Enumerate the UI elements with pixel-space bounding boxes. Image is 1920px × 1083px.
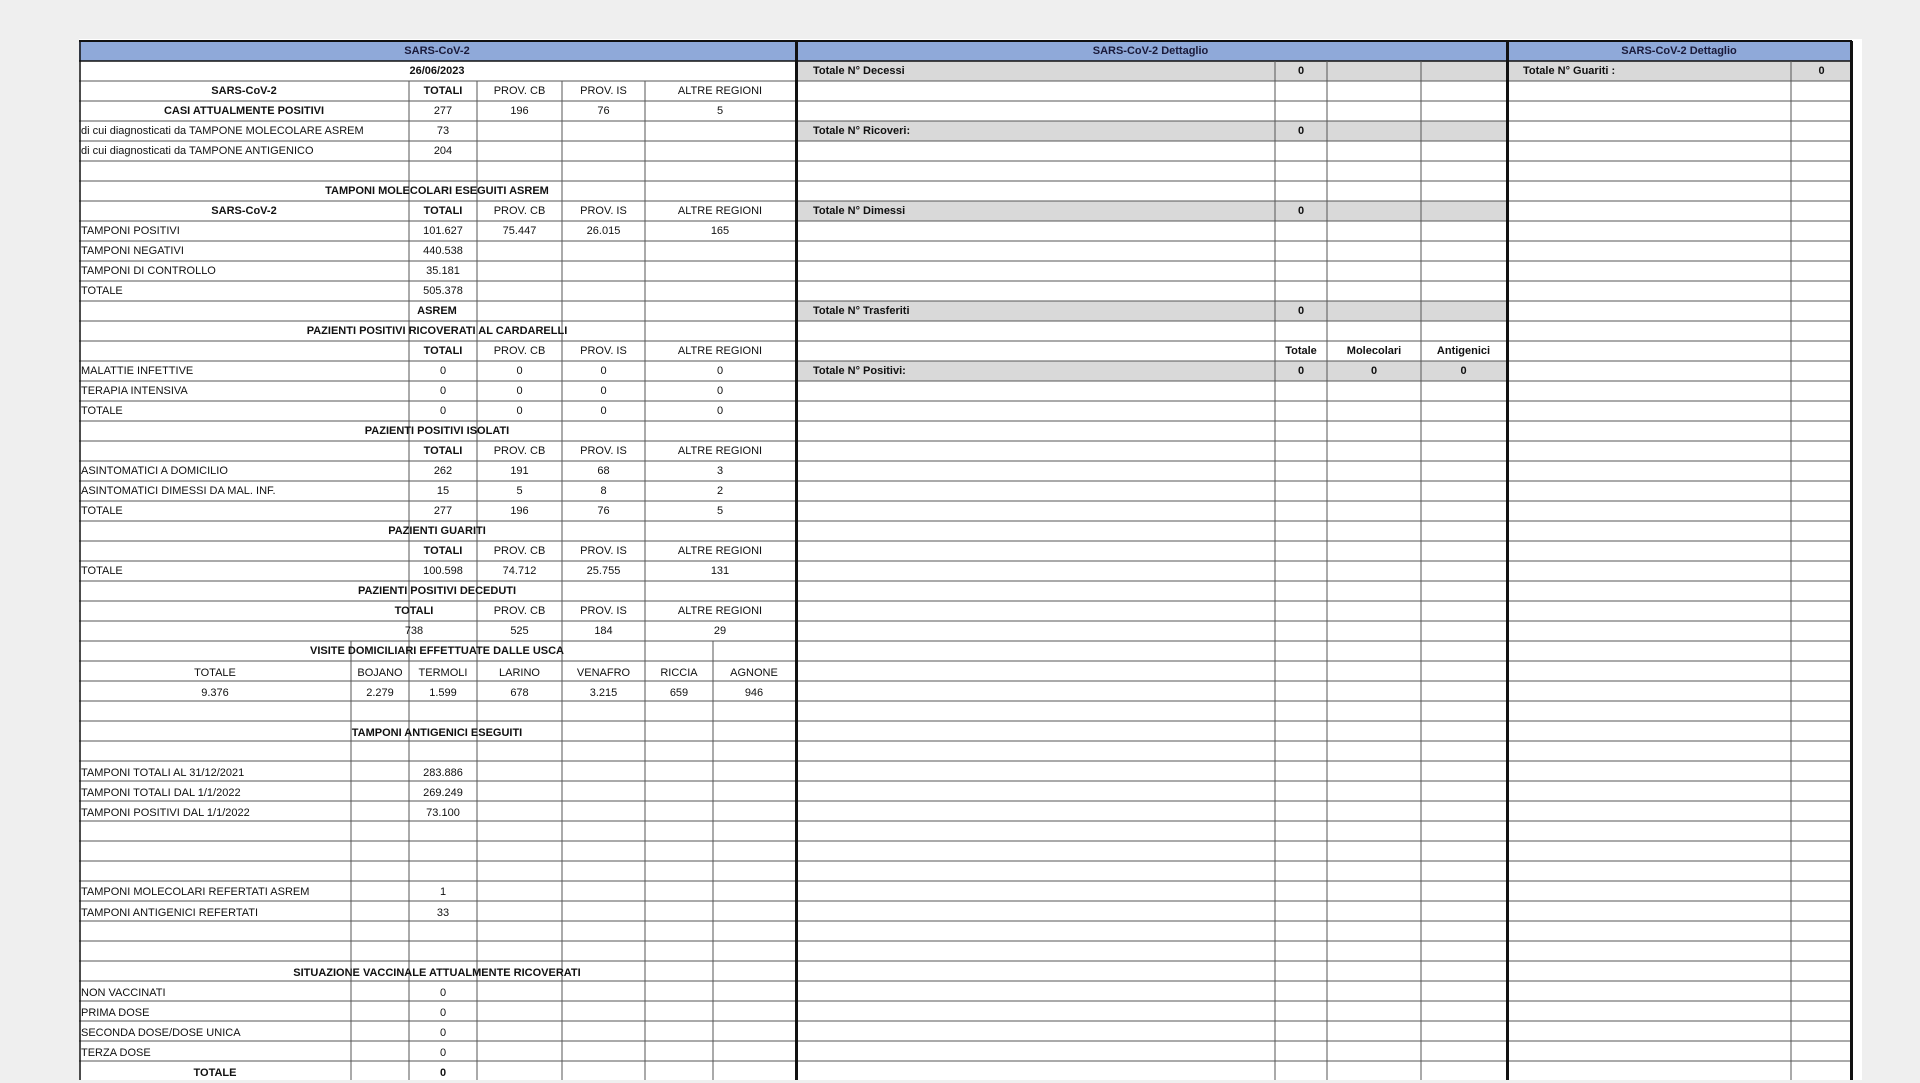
dimessi-value: 0 (1297, 205, 1305, 217)
right-header: SARS-CoV-2 Dettaglio (1621, 45, 1737, 57)
section-title: PAZIENTI POSITIVI RICOVERATI AL CARDARELLI (306, 325, 568, 337)
section-title: PAZIENTI GUARITI (388, 525, 486, 537)
row-label: MALATTIE INFETTIVE (81, 365, 194, 377)
section-title: SARS-CoV-2 (211, 85, 277, 97)
cell-value: 277 (433, 505, 453, 517)
cell-value: 76 (597, 505, 610, 517)
cell-value: 33 (436, 907, 450, 919)
cell-value: 0 (439, 405, 447, 417)
asrem-label: ASREM (417, 305, 457, 317)
dimessi-label: Totale N° Dimessi (813, 205, 906, 217)
col-header: TOTALI (423, 345, 463, 357)
col-header: PROV. CB (493, 445, 546, 457)
row-label: TAMPONI DI CONTROLLO (81, 265, 216, 277)
decessi-label: Totale N° Decessi (813, 65, 905, 77)
cell-value: 184 (594, 625, 613, 637)
block-divider (795, 41, 798, 1080)
cell-value: 262 (433, 465, 453, 477)
cell-value: 269.249 (423, 787, 463, 799)
cell-value: 678 (510, 687, 529, 699)
guariti-value: 0 (1818, 65, 1825, 77)
cell-value: 0 (600, 385, 607, 397)
cell-value: 0 (516, 405, 523, 417)
positivi-value: 0 (1370, 365, 1378, 377)
cell-value: 0 (716, 365, 724, 377)
cell-value: 525 (510, 625, 529, 637)
col-header: AGNONE (730, 667, 778, 679)
cell-value: 0 (439, 1047, 447, 1059)
cell-value: 0 (600, 365, 607, 377)
cell-value: 0 (439, 365, 447, 377)
cell-value: 440.538 (423, 245, 463, 257)
col-header: TOTALE (194, 667, 236, 679)
cell-value: 8 (600, 485, 607, 497)
cell-value: 0 (716, 405, 724, 417)
row-label: TERAPIA INTENSIVA (81, 385, 188, 397)
col-header: TOTALI (423, 205, 463, 217)
row-label: di cui diagnosticati da TAMPONE ANTIGENICO (81, 145, 314, 157)
cell-value: 0 (600, 405, 607, 417)
cell-value: 2.279 (366, 687, 394, 699)
trasferiti-value: 0 (1297, 305, 1305, 317)
cell-value: 5 (516, 485, 523, 497)
row-label: NON VACCINATI (81, 987, 166, 999)
block-divider (1850, 41, 1853, 1080)
cell-value: 73 (436, 125, 450, 137)
row-label: PRIMA DOSE (81, 1007, 150, 1019)
cell-value: 35.181 (426, 265, 460, 277)
report-date: 26/06/2023 (409, 65, 465, 77)
col-header: PROV. IS (580, 345, 627, 357)
col-header: RICCIA (660, 667, 698, 679)
col-header: TOTALI (394, 605, 434, 617)
section-title: PAZIENTI POSITIVI DECEDUTI (357, 585, 517, 597)
middle-header: SARS-CoV-2 Dettaglio (1092, 45, 1209, 57)
cell-value: 505.378 (423, 285, 463, 297)
cell-value: 277 (433, 105, 453, 117)
guariti-label: Totale N° Guariti : (1523, 65, 1616, 77)
cell-value: 0 (439, 1007, 447, 1019)
decessi-value: 0 (1297, 65, 1305, 77)
col-header: PROV. CB (493, 605, 546, 617)
col-header: PROV. CB (493, 345, 546, 357)
row-label: TERZA DOSE (81, 1047, 151, 1059)
col-header: ALTRE REGIONI (677, 205, 763, 217)
row-label: TAMPONI MOLECOLARI REFERTATI ASREM (81, 886, 310, 898)
row-label: TOTALE (81, 505, 123, 517)
col-header: Molecolari (1346, 345, 1402, 357)
section-title: PAZIENTI POSITIVI ISOLATI (364, 425, 510, 437)
cell-value: 3.215 (589, 687, 618, 699)
cell-value: 0 (516, 385, 523, 397)
col-header: ALTRE REGIONI (677, 445, 763, 457)
cell-value: 26.015 (586, 225, 621, 237)
col-header: VENAFRO (576, 667, 631, 679)
row-label: SECONDA DOSE/DOSE UNICA (81, 1027, 241, 1039)
col-header: Totale (1285, 345, 1317, 357)
section-title: TAMPONI ANTIGENICI ESEGUITI (351, 727, 523, 739)
col-header: TOTALI (423, 85, 463, 97)
cell-value: 204 (433, 145, 453, 157)
row-label: TOTALE (81, 285, 123, 297)
cell-value: 9.376 (201, 687, 229, 699)
cell-value: 5 (716, 505, 724, 517)
section-title: VISITE DOMICILIARI EFFETTUATE DALLE USCA (309, 645, 564, 657)
row-label: TOTALE (193, 1067, 237, 1079)
cell-value: 196 (510, 105, 529, 117)
spreadsheet-page (79, 39, 1862, 1080)
ricoveri-label: Totale N° Ricoveri: (813, 125, 911, 137)
cell-value: 283.886 (423, 767, 463, 779)
cell-value: 131 (710, 565, 730, 577)
section-title: SITUAZIONE VACCINALE ATTUALMENTE RICOVERATI (293, 967, 581, 979)
col-header: PROV. IS (580, 85, 627, 97)
cell-value: 0 (516, 365, 523, 377)
col-header: PROV. CB (493, 85, 546, 97)
cell-value: 75.447 (502, 225, 537, 237)
row-label: TOTALE (81, 565, 123, 577)
col-header: ALTRE REGIONI (677, 85, 763, 97)
cell-value: 946 (744, 687, 764, 699)
cell-value: 3 (716, 465, 724, 477)
cell-value: 100.598 (423, 565, 463, 577)
row-label: TOTALE (81, 405, 123, 417)
row-label: TAMPONI TOTALI DAL 1/1/2022 (81, 787, 241, 799)
col-header: LARINO (499, 667, 540, 679)
cell-value: 5 (716, 105, 724, 117)
col-header: BOJANO (357, 667, 403, 679)
col-header: ALTRE REGIONI (677, 545, 763, 557)
cell-value: 76 (597, 105, 610, 117)
col-header: TOTALI (423, 445, 463, 457)
cell-value: 74.712 (502, 565, 537, 577)
positivi-value: 0 (1297, 365, 1305, 377)
cell-value: 25.755 (586, 565, 621, 577)
cell-value: 73.100 (426, 807, 460, 819)
row-label: TAMPONI TOTALI AL 31/12/2021 (81, 767, 245, 779)
cell-value: 738 (404, 625, 424, 637)
cell-value: 0 (439, 1067, 447, 1079)
section-subtitle: SARS-CoV-2 (211, 205, 277, 217)
cell-value: 191 (510, 465, 529, 477)
cell-value: 29 (713, 625, 727, 637)
cell-value: 1 (439, 886, 447, 898)
cell-value: 0 (439, 1027, 447, 1039)
block-divider (1506, 41, 1509, 1080)
cell-value: 101.627 (423, 225, 463, 237)
col-header: TOTALI (423, 545, 463, 557)
row-label: TAMPONI ANTIGENICI REFERTATI (81, 907, 259, 919)
col-header: Antigenici (1436, 345, 1491, 357)
col-header: TERMOLI (418, 667, 468, 679)
row-label: TAMPONI POSITIVI DAL 1/1/2022 (81, 807, 250, 819)
cell-value: 165 (710, 225, 730, 237)
ricoveri-value: 0 (1297, 125, 1305, 137)
row-label: di cui diagnosticati da TAMPONE MOLECOLARE ASREM (81, 125, 364, 137)
row-label: ASINTOMATICI DIMESSI DA MAL. INF. (81, 485, 276, 497)
cell-value: 0 (439, 385, 447, 397)
cell-value: 196 (510, 505, 529, 517)
row-label: ASINTOMATICI A DOMICILIO (81, 465, 228, 477)
cell-value: 68 (597, 465, 610, 477)
col-header: PROV. CB (493, 545, 546, 557)
trasferiti-label: Totale N° Trasferiti (813, 305, 910, 317)
cell-value: 15 (436, 485, 450, 497)
col-header: ALTRE REGIONI (677, 605, 763, 617)
cell-value: 1.599 (429, 687, 457, 699)
col-header: PROV. IS (580, 445, 627, 457)
col-header: PROV. IS (580, 545, 627, 557)
col-header: PROV. IS (580, 205, 627, 217)
left-header: SARS-CoV-2 (404, 45, 470, 57)
positivi-label: Totale N° Positivi: (813, 365, 906, 377)
col-header: PROV. CB (493, 205, 546, 217)
positivi-value: 0 (1460, 365, 1467, 377)
row-label: TAMPONI POSITIVI (81, 225, 180, 237)
cell-value: 2 (716, 485, 724, 497)
col-header: PROV. IS (580, 605, 627, 617)
row-label: CASI ATTUALMENTE POSITIVI (163, 105, 325, 117)
cell-value: 0 (439, 987, 447, 999)
cell-value: 0 (716, 385, 724, 397)
cell-value: 659 (669, 687, 689, 699)
section-title: TAMPONI MOLECOLARI ESEGUITI ASREM (325, 185, 549, 197)
col-header: ALTRE REGIONI (677, 345, 763, 357)
row-label: TAMPONI NEGATIVI (81, 245, 184, 257)
